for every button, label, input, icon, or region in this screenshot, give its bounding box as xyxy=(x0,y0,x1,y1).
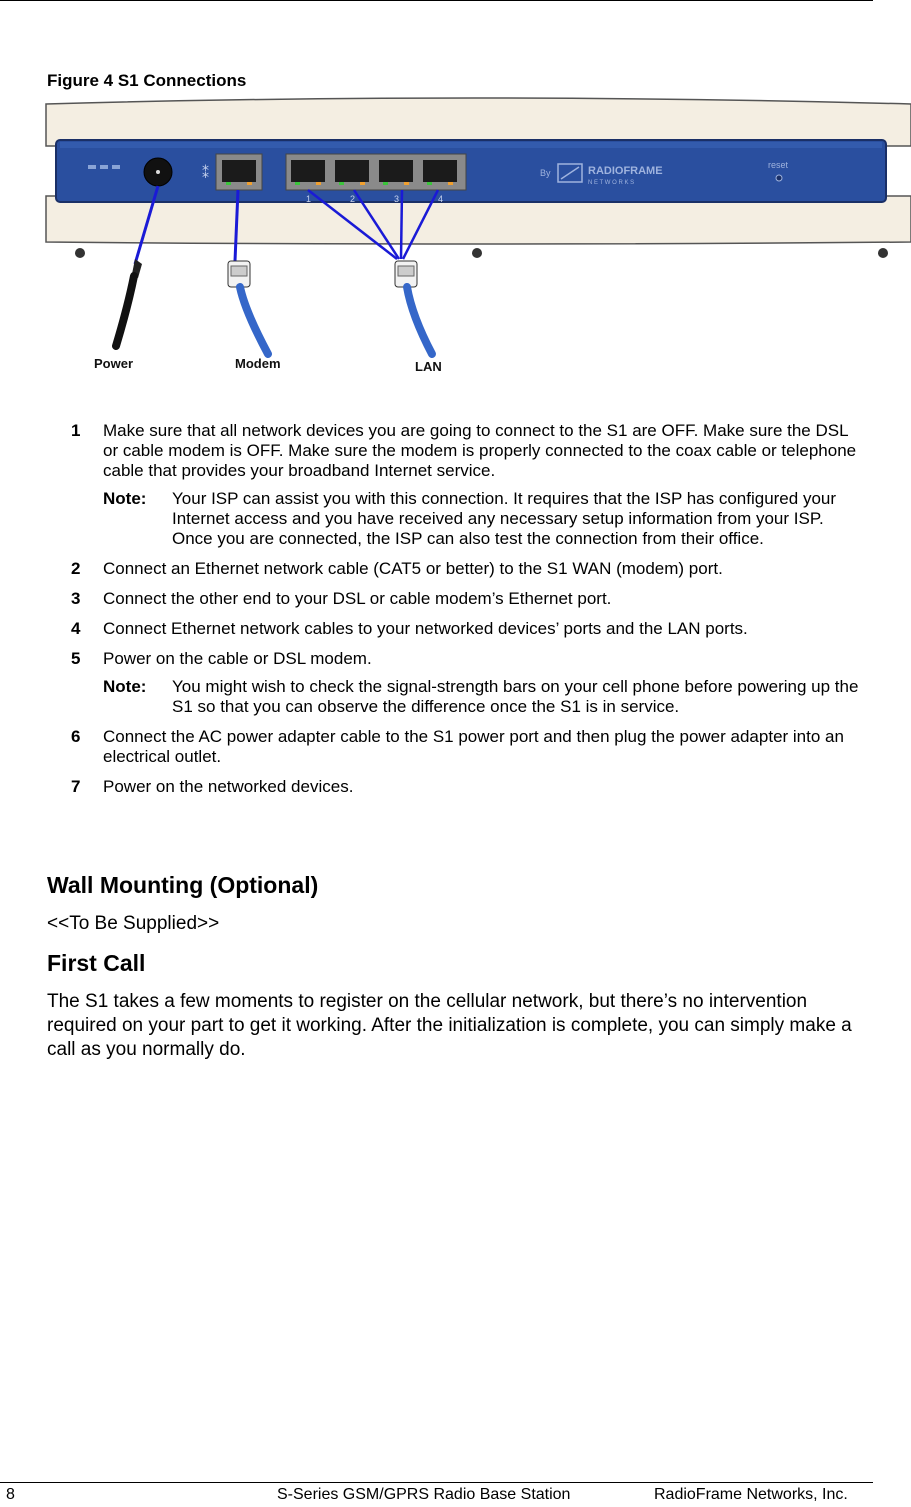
figure-caption: Figure 4 S1 Connections xyxy=(47,71,247,90)
step-5 xyxy=(47,649,867,669)
step-text: Connect Ethernet network cables to your networked devices’ ports and the LAN ports. xyxy=(103,619,748,638)
connection-steps xyxy=(47,421,867,807)
note-text: Your ISP can assist you with this connection. It requires that the ISP has configured your Internet access and you have received any necessary setup information from your ISP. Once you are connected, the ISP can also test the connection from their office. xyxy=(172,489,837,548)
step-7 xyxy=(47,777,867,797)
step-number: 7 xyxy=(71,777,81,796)
step-text: Connect the other end to your DSL or cable modem’s Ethernet port. xyxy=(103,589,612,608)
step-number: 3 xyxy=(71,589,81,608)
step-6 xyxy=(47,727,867,767)
bottom-rule xyxy=(0,1482,873,1483)
step-5-note xyxy=(47,677,867,717)
step-number: 1 xyxy=(71,421,81,440)
step-text: Make sure that all network devices you are going to connect to the S1 are OFF. Make sure the DSL or cable modem is OFF. Make sure the modem is properly connected to the coax cable or telephone cable that provides your broadband Internet service. xyxy=(103,421,857,480)
step-1 xyxy=(47,421,867,481)
step-number: 6 xyxy=(71,727,81,746)
brand-sub: N E T W O R K S xyxy=(588,180,635,186)
step-number: 5 xyxy=(71,649,81,668)
lan-port-number: 1 xyxy=(306,194,312,204)
step-number: 2 xyxy=(71,559,81,578)
lan-port-number: 2 xyxy=(350,194,356,204)
chassis-panel xyxy=(56,140,886,202)
modem-cable-label: Modem xyxy=(235,356,281,371)
brand-name: RADIOFRAME xyxy=(588,165,663,177)
step-2 xyxy=(47,559,867,579)
brand-prefix: By xyxy=(540,168,551,178)
first-call-body: The S1 takes a few moments to register on the cellular network, but there’s no intervention required on your part to get it working. After the initialization is complete, you can simply make a call as you normally do. xyxy=(47,991,852,1060)
svg-text:⁑: ⁑ xyxy=(202,166,209,182)
footer-doc-title: S-Series GSM/GPRS Radio Base Station xyxy=(277,1486,571,1503)
lan-port-number: 4 xyxy=(438,194,444,204)
step-number: 4 xyxy=(71,619,81,638)
step-4 xyxy=(47,619,867,639)
footer-company: RadioFrame Networks, Inc. xyxy=(654,1486,848,1503)
step-text: Power on the cable or DSL modem. xyxy=(103,649,372,668)
s1-connections-figure xyxy=(40,96,911,386)
lan-port-number: 3 xyxy=(394,194,400,204)
first-call-heading: First Call xyxy=(47,950,146,976)
wall-mounting-heading: Wall Mounting (Optional) xyxy=(47,872,319,898)
top-rule xyxy=(0,0,873,1)
note-label: Note: xyxy=(103,677,147,696)
step-text: Connect an Ethernet network cable (CAT5 or better) to the S1 WAN (modem) port. xyxy=(103,559,723,578)
lan-cable-label: LAN xyxy=(415,359,442,374)
step-1-note xyxy=(47,489,867,549)
reset-button xyxy=(776,175,782,181)
step-3 xyxy=(47,589,867,609)
note-label: Note: xyxy=(103,489,147,508)
s1-device-illustration xyxy=(40,96,911,386)
power-cable-label: Power xyxy=(94,356,134,371)
step-text: Power on the networked devices. xyxy=(103,777,354,796)
step-text: Connect the AC power adapter cable to the S1 power port and then plug the power adapter into an electrical outlet. xyxy=(103,727,844,766)
reset-label: reset xyxy=(768,160,789,170)
note-text: You might wish to check the signal-strength bars on your cell phone before powering up the S1 so that you can observe the difference once the S1 is in service. xyxy=(172,677,859,716)
wall-mounting-body: <<To Be Supplied>> xyxy=(47,913,220,934)
page-number: 8 xyxy=(6,1486,15,1503)
